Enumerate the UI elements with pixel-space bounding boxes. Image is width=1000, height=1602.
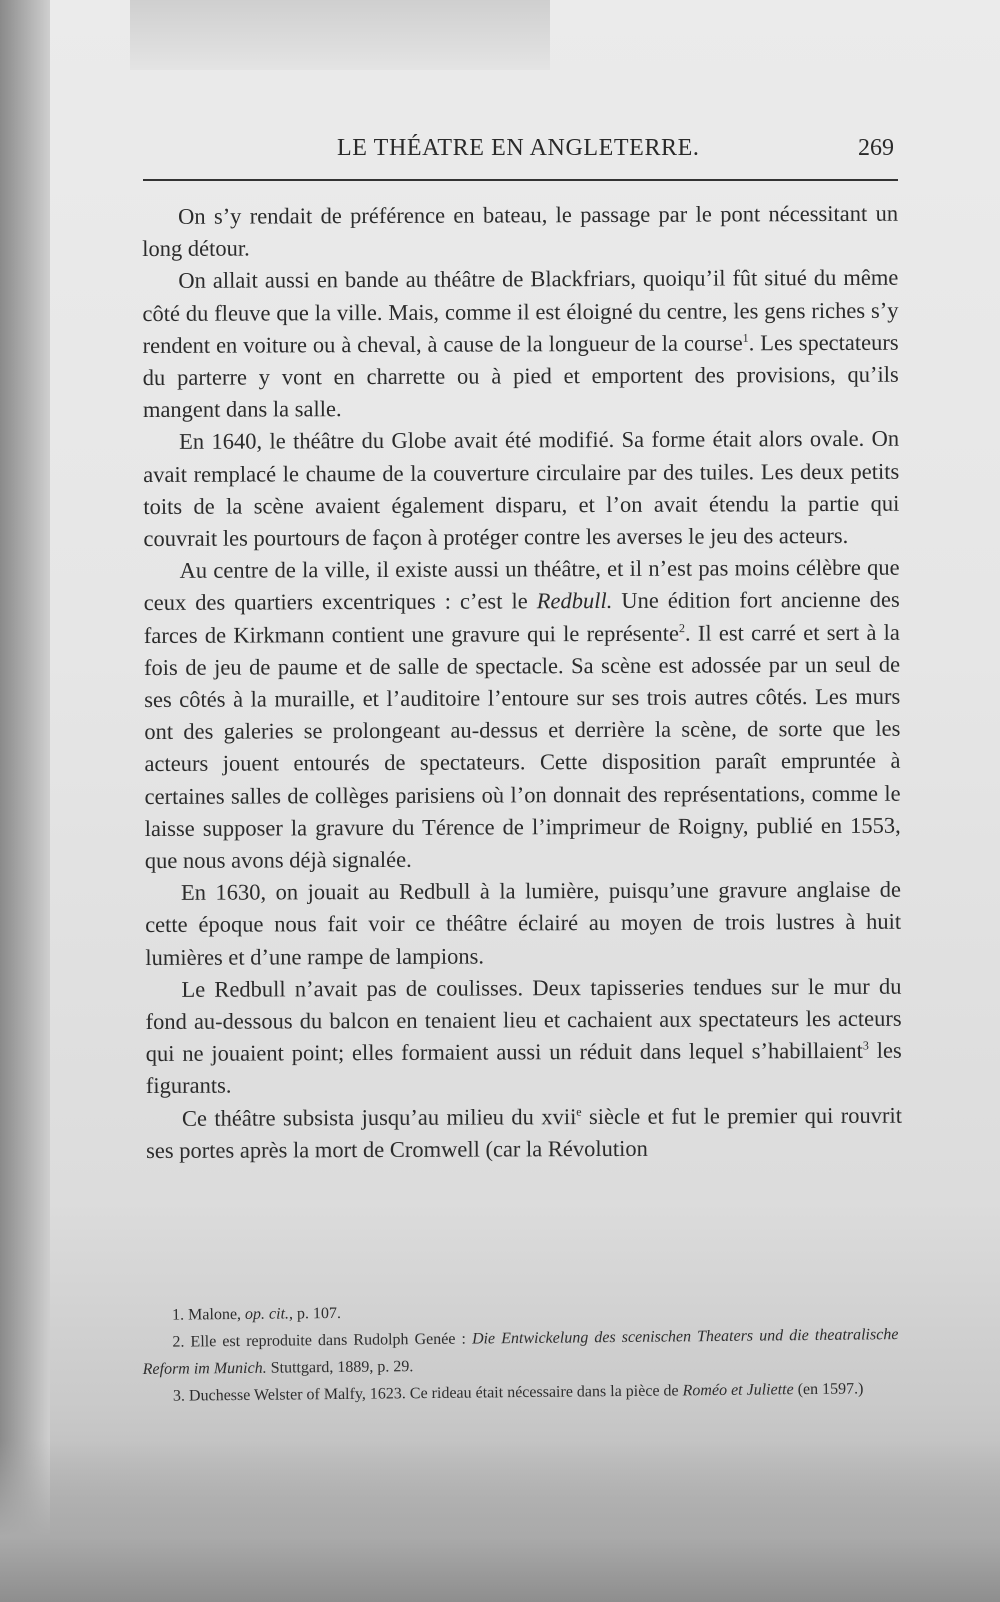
footnote-italic: op. cit. xyxy=(244,1305,290,1323)
paragraph-text: Au centre de la ville, il existe aussi un théâtre, et il n’est pas moins célèbre que ceux des quartiers excentriques : c’est le xyxy=(143,554,900,616)
paragraph-6 xyxy=(145,971,902,1103)
running-title: LE THÉATRE EN ANGLETERRE. xyxy=(337,135,700,161)
page-header xyxy=(142,131,898,171)
paragraph-text: les figurants. xyxy=(145,1037,902,1099)
century-numeral: xvii xyxy=(541,1103,577,1129)
paragraph-5 xyxy=(145,874,901,974)
footnote-number: 3. xyxy=(172,1387,190,1405)
body-text xyxy=(142,198,902,1167)
footnote-text: Stuttgard, 1889, p. 29. xyxy=(266,1358,414,1377)
paragraph-text: siècle et fut le premier qui rouvrit ses portes après la mort de Cromwell (car la Révolution xyxy=(146,1102,903,1163)
paragraph-3 xyxy=(143,423,900,555)
paragraph-7 xyxy=(146,1099,902,1167)
paragraph-text: En 1640, le théâtre du Globe avait été modifié. Sa forme était alors ovale. On avait remplacé le chaume de la couverture circulaire par des tuiles. Les deux petits toits de la scène avaient également disparu, et l’on avait étendu la partie qui couvrait les pourtours de façon à protéger contre les averses le jeu des acteurs. xyxy=(143,426,900,552)
footnote-2 xyxy=(142,1321,899,1383)
footnote-text: Duchesse Welster of Malfy, 1623. Ce rideau était nécessaire dans la pièce de xyxy=(188,1382,683,1405)
footnote-italic: Die Entwickelung des scenischen Theaters und die theatralische Reform im Munich. xyxy=(142,1326,899,1378)
paragraph-text: . Les spectateurs du parterre y vont en charrette ou à pied et emportent des provisions, qu’ils mangent dans la salle. xyxy=(142,329,899,423)
header-rule xyxy=(143,179,898,181)
footnote-ref-1: 1 xyxy=(742,330,749,345)
footnote-italic: Roméo et Juliette xyxy=(682,1381,794,1400)
paragraph-2 xyxy=(142,262,899,426)
paragraph-text: . Il est carré et sert à la fois de jeu de paume et de salle de spectacle. Sa scène est adossée par un seul de ses côtés à la muraille, et l’auditoire l’entoure sur ses trois autres côtés. Les murs ont des galeries se prolongeant au-dessus et derrière la scène, de sorte que les acteurs jouent entourés de spectateurs. Cette disposition paraît empruntée à certaines salles de collèges parisiens où l’on donnait des représentations, comme le laisse supposer la gravure du Térence de l’imprimeur de Roigny, publié en 1553, que nous avons déjà signalée. xyxy=(143,619,901,874)
paragraph-text: En 1630, on jouait au Redbull à la lumière, puisqu’une gravure anglaise de cette époque nous fait voir ce théâtre éclairé au moyen de trois lustres à huit lumières et d’une rampe de lampions. xyxy=(145,876,902,970)
paragraph-text: Une édition fort ancienne des farces de Kirkmann contient une gravure qui le représente xyxy=(143,587,900,648)
italic-redbull: Redbull. xyxy=(536,588,613,614)
footnote-number: 2. xyxy=(172,1333,191,1351)
scan-shadow-top xyxy=(130,0,550,70)
footnote-number: 1. xyxy=(172,1306,189,1324)
footnote-text: Malone, xyxy=(188,1305,246,1324)
paragraph-1 xyxy=(142,198,898,266)
scan-shadow-bottom xyxy=(0,1440,1000,1602)
century-superscript: e xyxy=(576,1104,582,1119)
footnote-text: (en 1597.) xyxy=(793,1380,864,1399)
footnote-ref-3: 3 xyxy=(862,1038,869,1053)
footnote-text: , p. 107. xyxy=(288,1304,342,1323)
paragraph-text: On s’y rendait de préférence en bateau, le passage par le pont nécessitant un long détour. xyxy=(142,200,899,262)
paragraph-4 xyxy=(144,552,901,877)
page-number: 269 xyxy=(858,135,894,161)
footnote-ref-2: 2 xyxy=(678,620,686,635)
paragraph-text: On allait aussi en bande au théâtre de Blackfriars, quoiqu’il fût situé du même côté du fleuve que la ville. Mais, comme il est éloigné du centre, les gens riches s’y rendent en voiture ou à cheval, à cause de la longueur de la course xyxy=(142,265,899,358)
footnotes xyxy=(142,1294,899,1410)
paragraph-text: Ce théâtre subsista jusqu’au milieu du xyxy=(181,1103,542,1131)
footnote-text: Elle est reproduite dans Rudolph Genée : xyxy=(190,1330,473,1351)
scan-edge-left xyxy=(0,0,50,1602)
paragraph-text: Le Redbull n’avait pas de coulisses. Deux tapisseries tendues sur le mur du fond au-dessous du balcon en tenaient lieu et cachaient aux spectateurs les acteurs qui ne jouaient point; elles formaient aussi un réduit dans lequel s’habillaient xyxy=(145,973,902,1067)
